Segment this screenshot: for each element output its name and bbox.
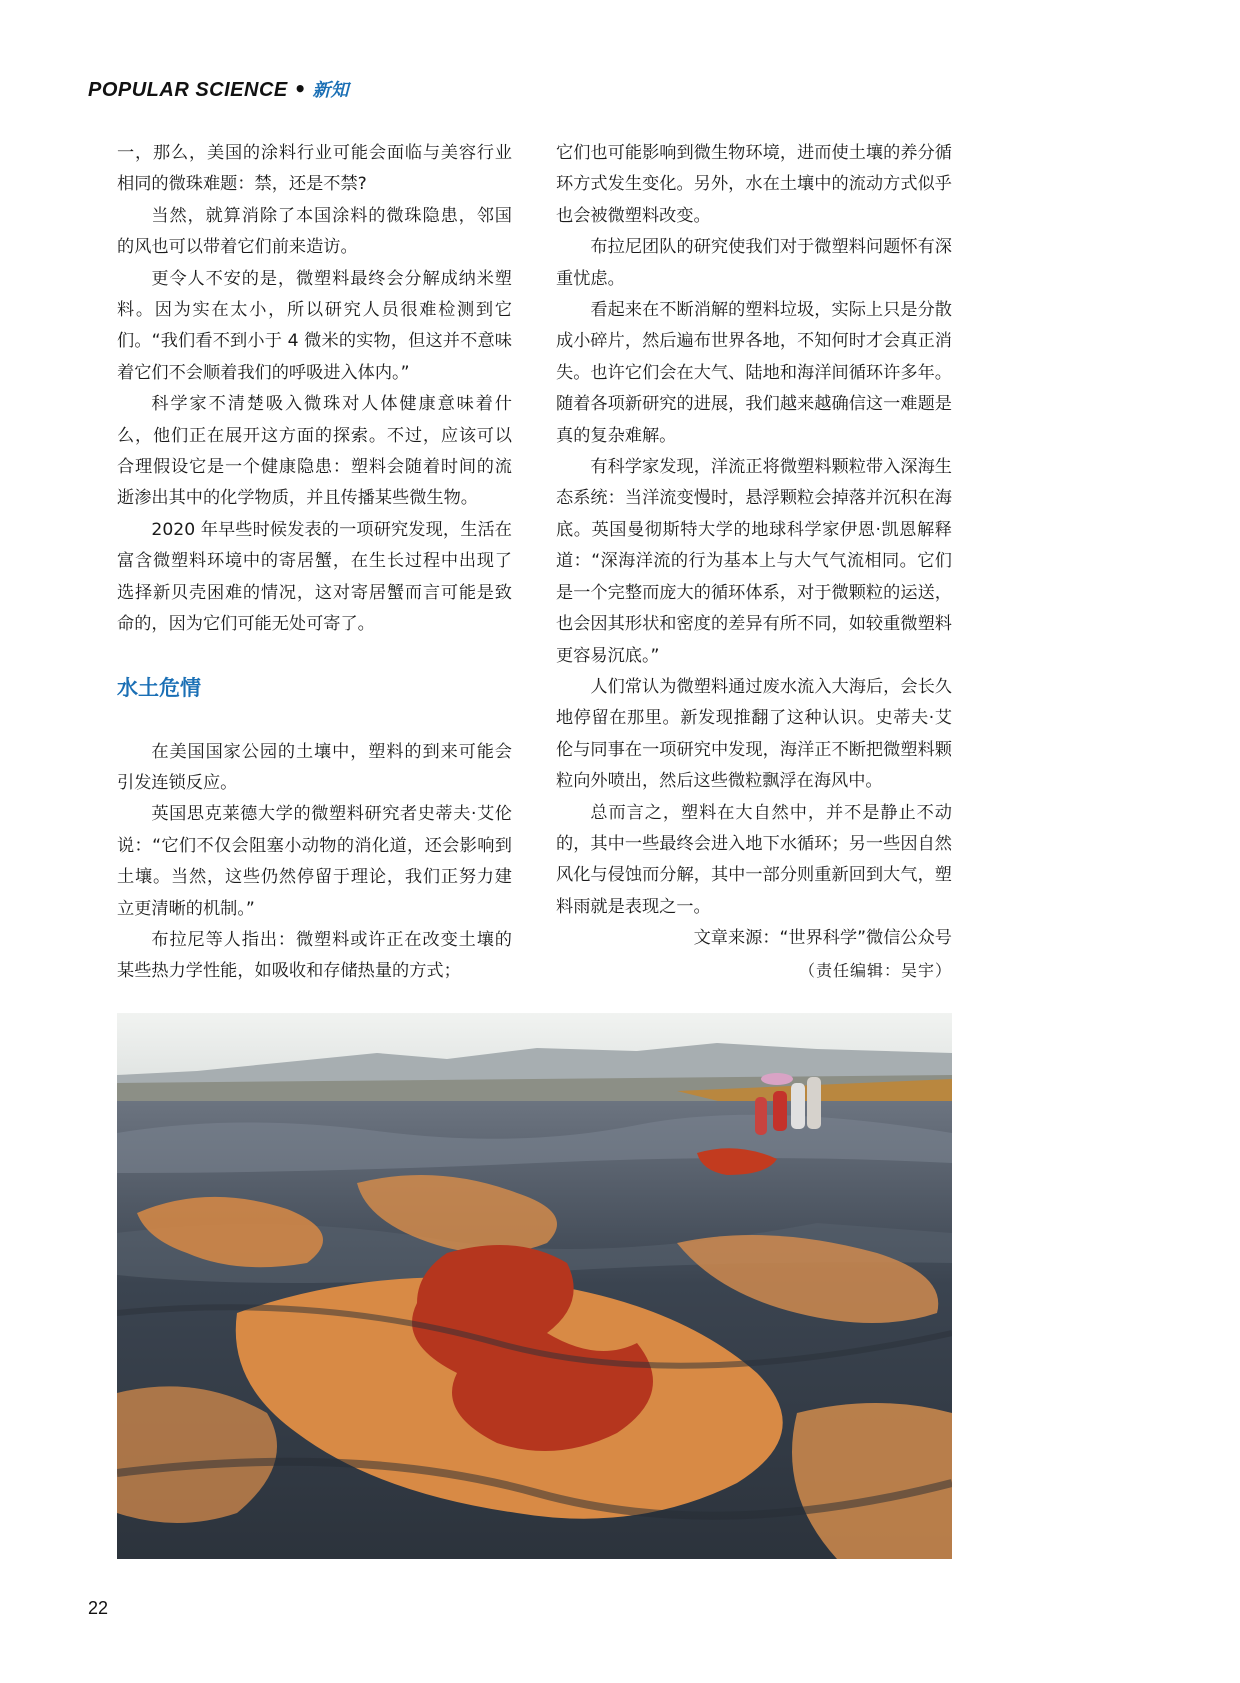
paragraph: 它们也可能影响到微生物环境，进而使土壤的养分循环方式发生变化。另外，水在土壤中的流动方式似乎也会被微塑料改变。 (556, 143, 952, 226)
visitor (791, 1083, 805, 1129)
visitor (807, 1077, 821, 1129)
paragraph: 看起来在不断消解的塑料垃圾，实际上只是分散成小碎片，然后遍布世界各地，不知何时才会真正消失。也许它们会在大气、陆地和海洋间循环许多年。随着各项新研究的进展，我们越来越确信这一难题是真的复杂难解。 (556, 300, 952, 446)
paragraph: 当然，就算消除了本国涂料的微珠隐患，邻国的风也可以带着它们前来造访。 (117, 205, 512, 258)
magazine-brand: POPULAR SCIENCE (88, 79, 288, 101)
paragraph: 一，那么，美国的涂料行业可能会面临与美容行业相同的微珠难题：禁，还是不禁? (117, 143, 512, 195)
paragraph: 更令人不安的是，微塑料最终会分解成纳米塑料。因为实在太小，所以研究人员很难检测到它们。“我们看不到小于 4 微米的实物，但这并不意味着它们不会顺着我们的呼吸进入体内。” (117, 268, 512, 383)
polluted-shore-photo (117, 1013, 952, 1559)
page-header (88, 76, 349, 102)
article-source: 文章来源：“世界科学”微信公众号 (693, 928, 952, 949)
paragraph: 布拉尼团队的研究使我们对于微塑料问题怀有深重忧虑。 (556, 237, 952, 289)
paragraph: 2020 年早些时候发表的一项研究发现，生活在富含微塑料环境中的寄居蟹，在生长过程中出现了选择新贝壳困难的情况，这对寄居蟹而言可能是致命的，因为它们可能无处可寄了。 (117, 519, 512, 635)
section-heading: 水土危情 (117, 675, 201, 700)
paragraph: 有科学家发现，洋流正将微塑料颗粒带入深海生态系统：当洋流变慢时，悬浮颗粒会掉落并沉积在海底。英国曼彻斯特大学的地球科学家伊恩·凯恩解释道：“深海洋流的行为基本上与大气气流相同。它们是一个完整而庞大的循环体系，对于微颗粒的运送，也会因其形状和密度的差异有所不同，如较重微塑料更容易沉底。” (556, 457, 952, 666)
editor-credit: （责任编辑：吴宇） (798, 960, 952, 980)
paragraph: 布拉尼等人指出：微塑料或许正在改变土壤的某些热力学性能，如吸收和存储热量的方式； (117, 929, 512, 982)
paragraph: 科学家不清楚吸入微珠对人体健康意味着什么，他们正在展开这方面的探索。不过，应该可以合理假设它是一个健康隐患：塑料会随着时间的流逝渗出其中的化学物质，并且传播某些微生物。 (117, 394, 512, 509)
paragraph: 总而言之，塑料在大自然中，并不是静止不动的，其中一些最终会进入地下水循环；另一些因自然风化与侵蚀而分解，其中一部分则重新回到大气，塑料雨就是表现之一。 (556, 802, 952, 917)
paragraph: 在美国国家公园的土壤中，塑料的到来可能会引发连锁反应。 (117, 741, 512, 793)
paragraph: 英国思克莱德大学的微塑料研究者史蒂夫·艾伦说：“它们不仅会阻塞小动物的消化道，还会影响到土壤。当然，这些仍然停留于理论，我们正努力建立更清晰的机制。” (117, 804, 512, 919)
umbrella (761, 1073, 793, 1085)
visitor (755, 1097, 767, 1135)
section-tag: 新知 (312, 80, 349, 101)
paragraph: 人们常认为微塑料通过废水流入大海后，会长久地停留在那里。新发现推翻了这种认识。史蒂夫·艾伦与同事在一项研究中发现，海洋正不断把微塑料颗粒向外喷出，然后这些微粒飘浮在海风中。 (556, 676, 952, 792)
header-separator: • (293, 77, 307, 101)
left-column (117, 138, 512, 988)
right-column (556, 138, 952, 986)
visitor (773, 1091, 787, 1131)
page-number: 22 (88, 1598, 109, 1618)
